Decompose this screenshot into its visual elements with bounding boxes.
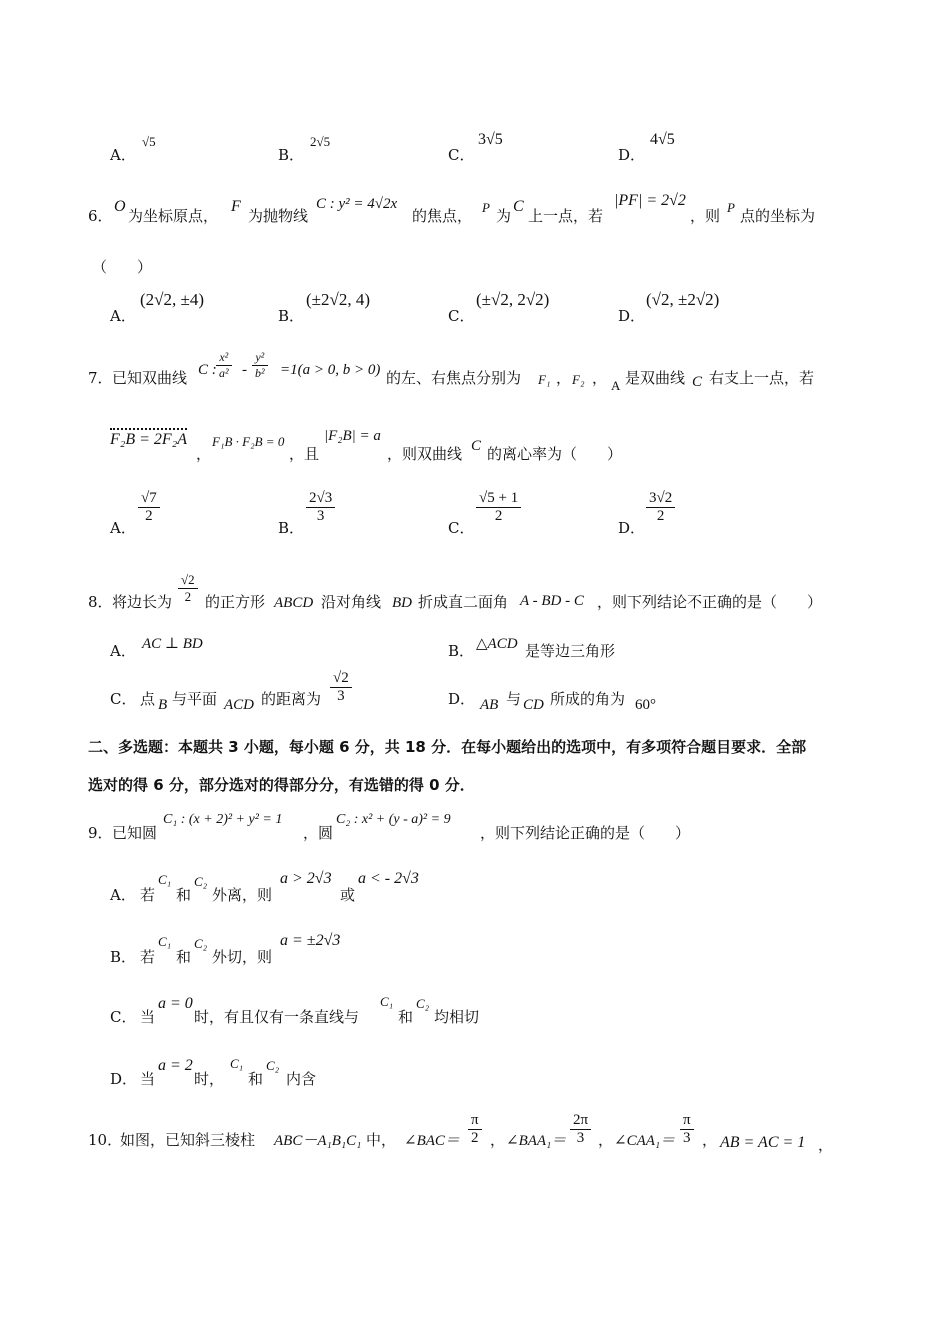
q7-option-b-den: 3 [316,508,325,524]
section-2-line-1: 二、多选题：本题共 3 小题，每小题 6 分，共 18 分．在每小题给出的选项中，有多项符合题目要求．全部 [88,738,807,756]
q6-text: 的焦点， [412,207,473,225]
q10-fraction-2 [570,1112,591,1147]
q8-number: 8． [88,593,113,611]
q7-option-a-den: 2 [145,508,153,524]
q7-option-a-label: A． [110,519,136,537]
q6-text: 点的坐标为 [740,207,816,225]
q8-option-b-label: B． [448,642,475,660]
q7-math-f2: F₂ [572,372,585,387]
q7-option-d-num: 3√2 [646,490,675,508]
q8-option-d-text: 与 [506,690,522,708]
q7-text: ， [196,445,212,463]
q8-fraction [178,572,198,605]
q7-text: ，且 [289,445,320,463]
q8-option-c-math-b: B [158,697,168,713]
q10-fraction-3-num: π [680,1112,694,1130]
q6-math-c: C [513,198,524,215]
q9-option-a-label: A． [110,886,136,904]
q9-option-c-label: C． [110,1008,137,1026]
q5-option-b-value: 2√5 [310,134,331,149]
section-2-line-2: 选对的得 6 分，部分选对的得部分分，有选错的得 0 分． [88,776,475,794]
q7-math-c: C : [198,362,217,378]
q8-math-dihedral: A - BD - C [520,593,584,609]
q7-fraction-x-num: x² [216,350,232,366]
q6-option-c-value: (±√2, 2√2) [476,290,550,309]
q7-text: ， [592,369,608,387]
q10-text: ， [490,1131,506,1149]
q7-number: 7． [88,369,113,387]
q6-text: 为 [496,207,512,225]
q6-text: 为坐标原点， [128,207,219,225]
q9-option-a-math-1: a > 2√3 [280,870,332,887]
q7-math-a: A [611,378,621,393]
q6-math-parabola: C : y² = 4√2x [316,196,398,212]
q7-option-b-label: B． [278,519,305,537]
q7-option-a-fraction [138,490,160,525]
q6-option-a-label: A． [110,307,136,325]
q7-text: ，则双曲线 [387,445,463,463]
q8-option-c-label: C． [110,690,137,708]
q9-option-d-text: 内含 [286,1070,317,1088]
q10-fraction-1-num: π [468,1112,482,1130]
q9-math-c2: C₂ : x² + (y - a)² = 9 [336,812,451,827]
q7-math-dot: F₁B · F₂B = 0 [212,434,285,449]
q7-math-length: |F₂B| = a [324,428,381,444]
q7-option-b-num: 2√3 [306,490,335,508]
q7-fraction-y [252,350,268,381]
q8-option-c-text: 点 [140,690,156,708]
q7-option-c-fraction [476,490,521,525]
q9-option-a-math-2: a < - 2√3 [358,870,419,887]
q6-option-c-label: C． [448,307,475,325]
q5-option-b-label: B． [278,146,305,164]
q7-fraction-y-num: y² [252,350,268,366]
q7-math-c3: C [471,438,482,454]
q9-option-d-text: 和 [248,1070,264,1088]
q7-math-vector-eq: F₂B = 2F₂A [110,428,187,449]
q9-option-b-text: 若 [140,948,156,966]
q9-option-b-text: 和 [176,948,192,966]
q6-math-f: F [231,198,241,215]
q6-option-b-label: B． [278,307,305,325]
q6-option-d-label: D． [618,307,646,325]
q10-text: ， [598,1131,614,1149]
q6-math-p2: P [727,200,735,215]
q8-option-a-value: AC ⊥ BD [142,636,203,652]
q10-fraction-1 [468,1112,482,1147]
q10-math-angle-1: ∠BAC＝ [404,1133,460,1149]
q7-fraction-x-den: a² [219,366,229,380]
q5-option-c-label: C． [448,146,475,164]
q10-text: 中， [366,1131,397,1149]
q10-fraction-2-den: 3 [576,1130,585,1146]
q5-option-c-value: 3√5 [478,131,503,148]
q7-fraction-x [216,350,232,381]
q8-text: ，则下列结论不正确的是（ ） [597,593,823,611]
q9-option-d-c1: C₁ [230,1056,244,1071]
q7-text: 的左、右焦点分别为 [386,369,522,387]
q9-option-c-c2: C₂ [416,996,430,1011]
q9-option-c-text: 和 [398,1008,414,1026]
q7-option-c-label: C． [448,519,475,537]
q8-math-abcd: ABCD [274,595,314,611]
q9-option-d-label: D． [110,1070,138,1088]
q8-option-b-text: 是等边三角形 [525,642,616,660]
q6-text: 上一点，若 [528,207,604,225]
q8-text: 将边长为 [112,593,173,611]
q9-option-a-c1: C₁ [158,872,172,887]
q9-option-d-c2: C₂ [266,1058,280,1073]
q7-option-a-num: √7 [138,490,160,508]
q9-option-d-math: a = 2 [158,1057,193,1074]
q6-number: 6． [88,207,113,225]
q9-text: ，圆 [303,824,334,842]
q9-text: 已知圆 [112,824,158,842]
q7-math-condition: =1(a > 0, b > 0) [280,362,381,378]
q7-option-d-fraction [646,490,675,525]
q9-option-c-text: 当 [140,1008,156,1026]
q7-option-c-den: 2 [494,508,503,524]
q9-option-b-math: a = ±2√3 [280,932,341,949]
q7-text: 的离心率为（ ） [487,445,623,463]
q10-number: 10． [88,1131,123,1149]
q9-option-d-text: 当 [140,1070,156,1088]
q10-text: ， [818,1136,834,1154]
q6-option-a-value: (2√2, ±4) [140,290,204,309]
q9-option-c-c1: C₁ [380,994,394,1009]
q9-number: 9． [88,824,113,842]
q8-option-a-label: A． [110,642,136,660]
q7-text: 右支上一点，若 [709,369,815,387]
q10-math-prism: ABC－A₁B₁C₁ [274,1133,362,1149]
q9-option-c-text: 时，有且仅有一条直线与 [194,1008,360,1026]
q8-option-c-text: 的距离为 [261,690,322,708]
q8-option-b-math: △ACD [476,636,518,652]
q8-option-d-text: 所成的角为 [550,690,626,708]
q8-option-c-math-acd: ACD [224,697,254,713]
q10-math-angle-2: ∠BAA₁＝ [506,1133,567,1149]
q9-option-a-text: 外离，则 [212,886,273,904]
q9-option-a-text: 若 [140,886,156,904]
q9-option-a-text: 和 [176,886,192,904]
q9-option-a-text: 或 [340,886,356,904]
q9-option-b-c1: C₁ [158,934,172,949]
q10-fraction-2-num: 2π [570,1112,591,1130]
q7-fraction-y-den: b² [255,366,265,380]
q10-fraction-1-den: 2 [471,1130,479,1146]
q7-math-f1: F₁ [538,372,551,387]
q5-option-a-label: A． [110,146,136,164]
q9-math-c1: C₁ : (x + 2)² + y² = 1 [163,812,283,827]
q8-option-d-label: D． [448,690,476,708]
q7-option-d-label: D． [618,519,646,537]
q8-text: 的正方形 [205,593,266,611]
q5-option-a-value: √5 [142,134,156,149]
q8-option-c-den: 3 [337,688,345,704]
q7-minus: - [242,362,247,378]
q8-math-bd: BD [392,595,412,611]
q6-text: ，则 [690,207,721,225]
q9-option-d-text: 时， [194,1070,225,1088]
q7-text: ， [556,369,572,387]
q6-text: 为抛物线 [248,207,309,225]
q5-option-d-label: D． [618,146,646,164]
q7-text: 已知双曲线 [112,369,188,387]
q9-option-a-c2: C₂ [194,874,208,889]
q10-fraction-3-den: 3 [683,1130,691,1146]
q9-option-c-math: a = 0 [158,995,193,1012]
q9-option-b-label: B． [110,948,137,966]
q6-math-o: O [114,198,126,215]
q9-text: ，则下列结论正确的是（ ） [480,824,691,842]
q8-option-c-num: √2 [330,670,352,688]
q10-math-angle-3: ∠CAA₁＝ [614,1133,676,1149]
q8-option-c-fraction [330,670,352,705]
q7-text: 是双曲线 [625,369,686,387]
q7-option-b-fraction [306,490,335,525]
q6-math-p: P [482,200,490,215]
q8-fraction-num: √2 [178,572,198,589]
q7-option-c-num: √5 + 1 [476,490,521,508]
q5-option-d-value: 4√5 [650,131,675,148]
q9-option-c-text: 均相切 [434,1008,480,1026]
q8-text: 折成直二面角 [418,593,509,611]
q9-option-b-text: 外切，则 [212,948,273,966]
q6-option-b-value: (±2√2, 4) [306,290,370,309]
q7-math-c2: C [692,374,703,390]
q8-option-d-math-ab: AB [480,697,499,713]
q8-text: 沿对角线 [321,593,382,611]
q8-fraction-den: 2 [184,589,192,604]
q10-math-ab-ac: AB = AC = 1 [720,1134,806,1151]
q8-option-c-text: 与平面 [172,690,218,708]
q6-math-pf: |PF| = 2√2 [614,192,686,209]
q10-text: ， [702,1131,718,1149]
q10-text: 如图，已知斜三棱柱 [120,1131,256,1149]
q9-option-b-c2: C₂ [194,936,208,951]
q6-answer-paren: （ ） [92,258,153,276]
q7-option-d-den: 2 [656,508,665,524]
q10-fraction-3 [680,1112,694,1147]
q8-option-d-math-angle: 60° [635,697,656,713]
q6-option-d-value: (√2, ±2√2) [646,290,720,309]
q8-option-d-math-cd: CD [523,697,544,713]
